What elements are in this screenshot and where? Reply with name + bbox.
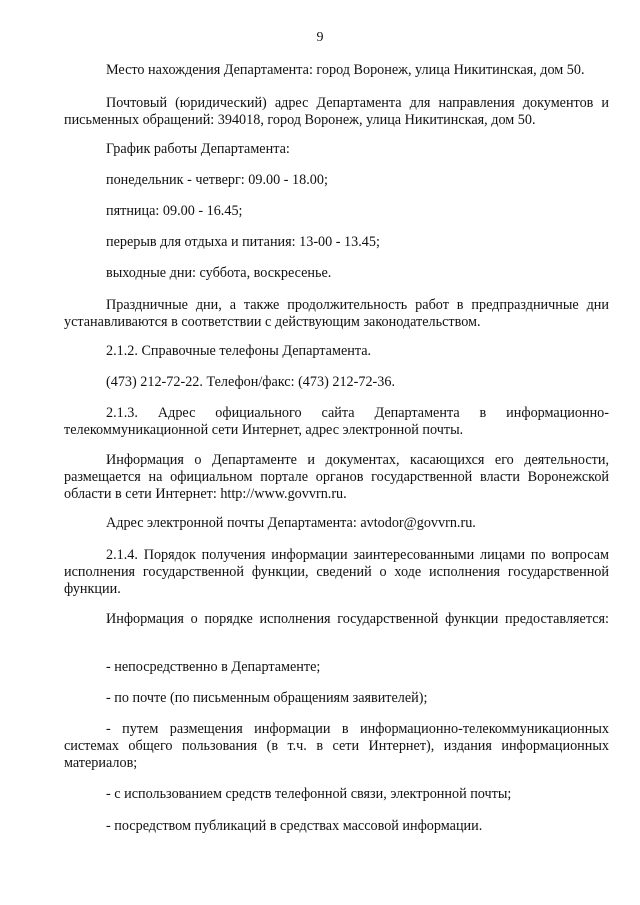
paragraph-schedule-weekend: выходные дни: суббота, воскресенье. (106, 265, 332, 281)
paragraph-location: Место нахождения Департамента: город Воронеж, улица Никитинская, дом 50. (106, 62, 585, 78)
list-item-phone-email: - с использованием средств телефонной связи, электронной почты; (106, 786, 512, 802)
paragraph-schedule-break: перерыв для отдыха и питания: 13-00 - 13.45; (106, 234, 380, 250)
list-item-mass-media: - посредством публикаций в средствах массовой информации. (106, 818, 483, 834)
page-number: 9 (316, 30, 324, 45)
paragraph-schedule-fri: пятница: 09.00 - 16.45; (106, 203, 243, 219)
paragraph-phones: (473) 212-72-22. Телефон/факс: (473) 212-72-36. (106, 374, 396, 390)
paragraph-website: Информация о Департаменте и документах, касающихся его деятельности, размещается на официальном портале органов государственной власти Воронежской области в сети Интернет: http://www.govvrn.ru. (64, 452, 609, 502)
list-item-by-mail: - по почте (по письменным обращениям заявителей); (106, 690, 428, 706)
paragraph-schedule-heading: График работы Департамента: (106, 141, 290, 157)
paragraph-section-2-1-4: 2.1.4. Порядок получения информации заинтересованными лицами по вопросам исполнения государственной функции, сведений о ходе исполнения государственной функции. (64, 547, 609, 597)
paragraph-section-2-1-3: 2.1.3. Адрес официального сайта Департамента в информационно-телекоммуникационной сети Интернет, адрес электронной почты. (64, 405, 609, 438)
paragraph-holidays: Праздничные дни, а также продолжительность работ в предпраздничные дни устанавливаются в соответствии с действующим законодательством. (64, 297, 609, 330)
paragraph-postal-address: Почтовый (юридический) адрес Департамента для направления документов и письменных обращений: 394018, город Воронеж, улица Никитинская, дом 50. (64, 95, 609, 128)
paragraph-section-2-1-2: 2.1.2. Справочные телефоны Департамента. (106, 343, 372, 359)
paragraph-schedule-mon-thu: понедельник - четверг: 09.00 - 18.00; (106, 172, 328, 188)
list-item-in-department: - непосредственно в Департаменте; (106, 659, 321, 675)
paragraph-information-provided: Информация о порядке исполнения государственной функции предоставляется: (106, 611, 609, 627)
paragraph-email: Адрес электронной почты Департамента: avtodor@govvrn.ru. (106, 515, 476, 531)
list-item-info-systems: - путем размещения информации в информационно-телекоммуникационных системах общего пользования (в т.ч. в сети Интернет), издания информационных материалов; (64, 721, 609, 771)
